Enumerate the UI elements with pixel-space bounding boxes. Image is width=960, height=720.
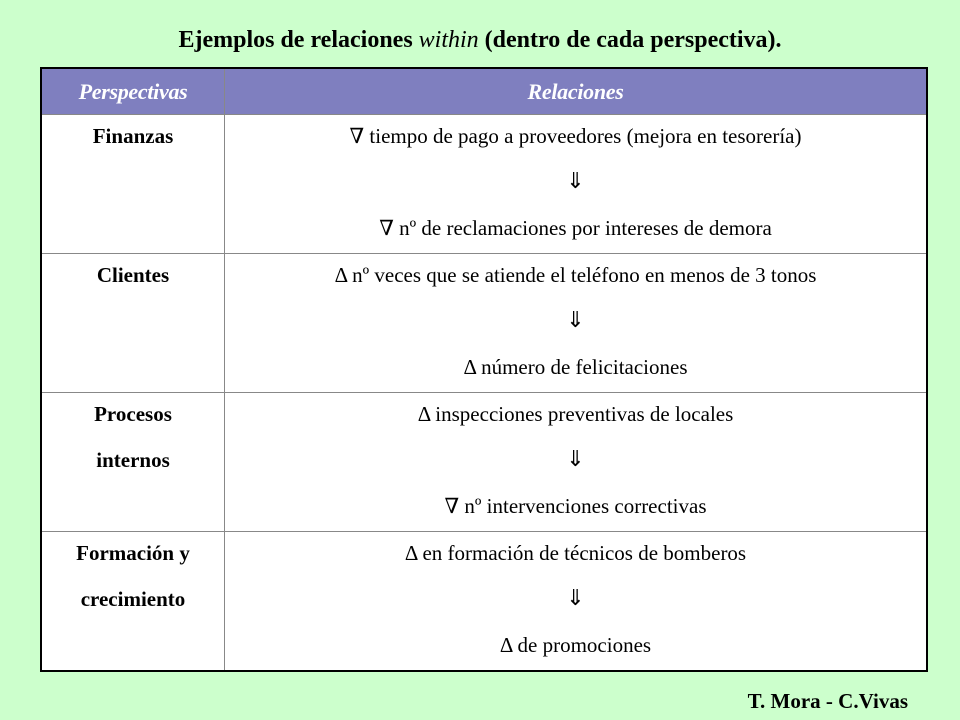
relation-from: Δ inspecciones preventivas de locales	[417, 402, 734, 426]
perspective-label: Clientes	[96, 263, 170, 287]
relation-cell	[225, 393, 928, 532]
perspective-label: Finanzas	[92, 124, 174, 148]
relation-cell	[225, 115, 928, 254]
table-row	[41, 532, 927, 672]
table-row	[41, 254, 927, 393]
title-text-end: (dentro de cada perspectiva).	[478, 27, 782, 53]
relation-from: Δ nº veces que se atiende el teléfono en menos de 3 tonos	[334, 263, 817, 287]
header-relaciones: Relaciones	[225, 68, 928, 115]
perspective-label: Formación y	[76, 541, 190, 565]
title-text-emphasis: within	[418, 27, 479, 53]
down-arrow-icon: ⇓	[566, 586, 585, 611]
down-arrow-icon: ⇓	[566, 308, 585, 333]
perspective-label: Procesos	[94, 402, 172, 426]
relation-from: ∇ tiempo de pago a proveedores (mejora en tesorería)	[349, 124, 802, 148]
down-arrow-icon: ⇓	[566, 169, 585, 194]
perspective-label-line2: crecimiento	[80, 587, 186, 611]
table-row	[41, 115, 927, 254]
relation-to: Δ de promociones	[499, 633, 652, 657]
table-header-row	[41, 68, 927, 115]
relation-to: Δ número de felicitaciones	[463, 355, 688, 379]
relation-from: Δ en formación de técnicos de bomberos	[404, 541, 747, 565]
relations-table	[40, 67, 928, 672]
slide-title	[0, 24, 960, 56]
relation-cell	[225, 254, 928, 393]
relation-cell	[225, 532, 928, 672]
header-perspectivas: Perspectivas	[41, 68, 225, 115]
author-credit: T. Mora - C.Vivas	[747, 689, 908, 713]
relation-to: ∇ nº intervenciones correctivas	[444, 494, 707, 518]
perspective-label-line2: internos	[96, 448, 170, 472]
perspective-cell	[41, 393, 225, 532]
down-arrow-icon: ⇓	[566, 447, 585, 472]
table-row	[41, 393, 927, 532]
title-text-start: Ejemplos de relaciones	[178, 27, 419, 53]
perspective-cell	[41, 254, 225, 393]
perspective-cell	[41, 532, 225, 672]
relation-to: ∇ nº de reclamaciones por intereses de demora	[379, 216, 772, 240]
perspective-cell	[41, 115, 225, 254]
